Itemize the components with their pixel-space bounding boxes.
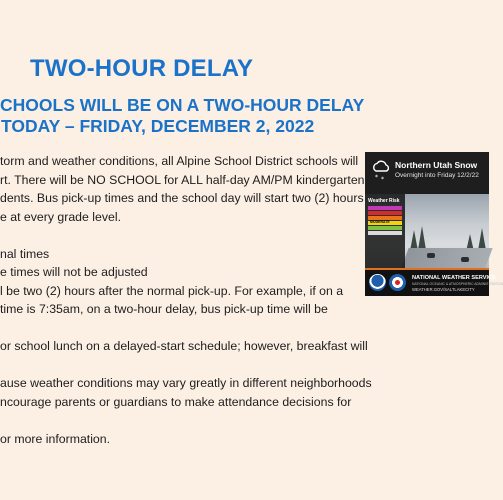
page-title: TWO-HOUR DELAY — [30, 55, 254, 82]
subheading-line-1: CHOOLS WILL BE ON A TWO-HOUR DELAY — [0, 95, 365, 115]
nws-logo — [389, 274, 406, 291]
noaa-name: NATIONAL OCEANIC & ATMOSPHERIC ADMINISTRATION — [412, 282, 503, 286]
list-item: nal times — [0, 246, 50, 261]
list-item: time is 7:35am, on a two-hour delay, bus pick-up time will be — [0, 302, 328, 316]
svg-text:*: * — [381, 176, 384, 183]
graphic-header — [365, 152, 489, 194]
snow-cloud-icon — [371, 160, 391, 182]
graphic-subtitle: Overnight into Friday 12/2/22 — [395, 172, 479, 179]
subheading-line-2: TODAY – FRIDAY, DECEMBER 2, 2022 — [1, 116, 315, 136]
list-item: e times will not be adjusted — [0, 265, 148, 279]
weather-graphic — [365, 152, 503, 294]
weather-risk-panel — [365, 194, 405, 268]
list-item: l be two (2) hours after the normal pick-up. For example, if on a — [0, 283, 344, 298]
svg-text:*: * — [375, 174, 378, 181]
nws-url: WEATHER.GOV/SALTLAKECITY — [412, 287, 475, 292]
paragraph-4: or more information. — [0, 431, 111, 446]
risk-title: Weather Risk — [368, 198, 400, 204]
graphic-footer — [365, 268, 503, 296]
paragraph-3-line: ncourage parents or guardians to make attendance decisions for — [0, 394, 352, 409]
paragraph-1-line: e at every grade level. — [0, 209, 121, 224]
paragraph-2: or school lunch on a delayed-start schedule; however, breakfast will — [0, 339, 368, 353]
noaa-logo — [369, 274, 386, 291]
risk-level-moderate: MODERATE — [368, 221, 402, 225]
paragraph-3-line: ause weather conditions may vary greatly in different neighborhoods — [0, 376, 372, 390]
paragraph-1-line: dents. Bus pick-up times and the school day will start two (2) hours — [0, 191, 364, 205]
paragraph-1-line: rt. There will be NO SCHOOL for ALL half-day AM/PM kindergarten — [0, 172, 365, 187]
graphic-title: Northern Utah Snow — [395, 160, 478, 170]
paragraph-1-line: torm and weather conditions, all Alpine School District schools will — [0, 154, 359, 168]
announcement-body — [0, 152, 372, 448]
nws-name: NATIONAL WEATHER SERVICE — [412, 275, 496, 281]
page-subheading — [0, 95, 364, 137]
